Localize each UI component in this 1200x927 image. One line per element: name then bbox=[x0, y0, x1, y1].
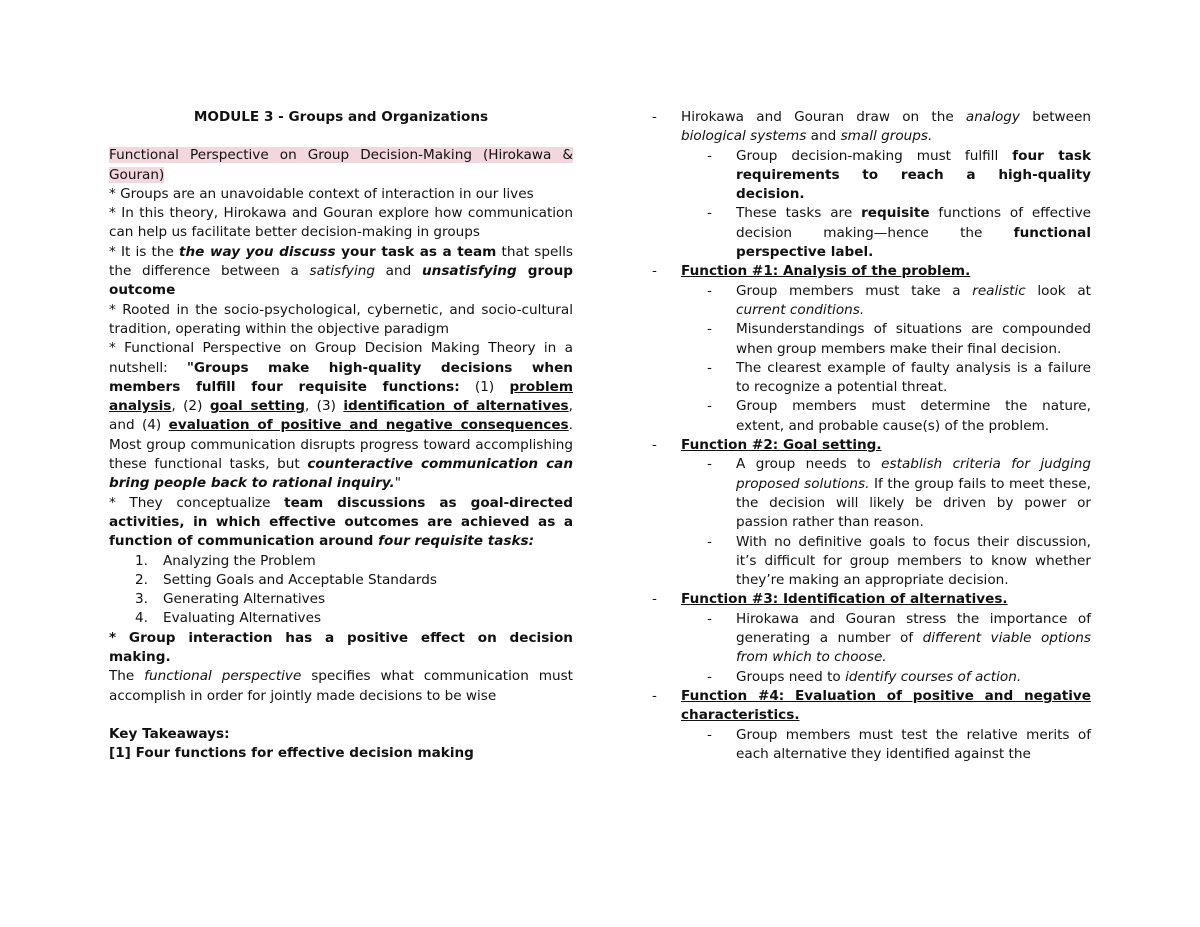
text-run: small groups. bbox=[840, 128, 933, 145]
sub-bullet bbox=[652, 204, 1091, 262]
text-run: functions of effective decision making—hence the bbox=[736, 205, 1092, 241]
text-run: and bbox=[806, 128, 841, 145]
function-4-heading bbox=[652, 687, 1091, 726]
list-number: 3. bbox=[135, 591, 148, 608]
list-text: Setting Goals and Acceptable Standards bbox=[163, 571, 437, 588]
text-run: * Group interaction has a positive effect on decision making. bbox=[109, 629, 573, 666]
text-run: If the group fails to meet these, the decision will likely be driven by power or passion rather than reason. bbox=[736, 475, 1091, 531]
text-run: The bbox=[109, 668, 145, 685]
text-run: (1) bbox=[459, 378, 510, 395]
paragraph-1: * Groups are an unavoidable context of interaction in our lives bbox=[109, 185, 534, 202]
text-run: current conditions. bbox=[736, 301, 865, 318]
text-run: * Functional Perspective on Group Decision Making Theory in a nutshell: bbox=[109, 340, 573, 376]
paragraph-7 bbox=[109, 629, 573, 668]
text-run: , and (4) bbox=[109, 398, 573, 434]
text-run: With no definitive goals to focus their discussion, it’s difficult for group members to know whether they’re making an appropriate decision. bbox=[736, 533, 1091, 589]
key-takeaways-heading bbox=[109, 725, 573, 744]
list-item bbox=[135, 609, 573, 628]
text-run: between bbox=[1019, 109, 1091, 125]
text-run: satisfying bbox=[309, 263, 375, 280]
sub-bullet bbox=[652, 397, 1091, 436]
dash-marker: - bbox=[707, 282, 712, 299]
text-run: analogy bbox=[965, 109, 1020, 125]
dash-marker: - bbox=[652, 687, 657, 704]
dash-marker: - bbox=[707, 668, 712, 685]
dash-marker: - bbox=[707, 726, 712, 743]
text-run: identify courses of action. bbox=[845, 668, 1022, 685]
bullet-analogy bbox=[652, 108, 1091, 147]
text-run: [1] Four functions for effective decision making bbox=[109, 745, 474, 762]
dash-marker: - bbox=[652, 263, 657, 280]
sub-bullet bbox=[652, 359, 1091, 398]
right-column bbox=[652, 108, 1091, 764]
text-run: Hirokawa and Gouran draw on the bbox=[681, 109, 966, 125]
text-run: Group members must test the relative merits of each alternative they identified against the bbox=[736, 726, 1091, 762]
function-1-heading bbox=[652, 262, 1091, 281]
text-run: look at bbox=[1025, 282, 1092, 299]
text-run: unsatisfying bbox=[421, 263, 517, 280]
spacer bbox=[109, 706, 573, 725]
text-run: your task as a team bbox=[335, 243, 497, 260]
paragraph-4: * Rooted in the socio-psychological, cybernetic, and socio-cultural tradition, operating within the objective paradigm bbox=[109, 301, 573, 337]
problem-analysis-term: problem analysis bbox=[109, 378, 573, 415]
text-run: establish criteria for judging proposed solutions. bbox=[736, 456, 1092, 492]
takeaway-1 bbox=[109, 744, 573, 763]
text-run: . Most group communication disrupts progress toward accomplishing these functional tasks, but bbox=[109, 417, 573, 473]
dash-marker: - bbox=[707, 321, 712, 338]
text-run: and bbox=[374, 263, 422, 280]
dash-marker: - bbox=[707, 533, 712, 550]
text-run: Hirokawa and Gouran stress the importance of generating a number of bbox=[736, 610, 1091, 647]
text-run: specifies what communication must accomplish in order for jointly made decisions to be wise bbox=[109, 668, 573, 704]
list-number: 2. bbox=[135, 571, 148, 588]
text-run: Key Takeaways: bbox=[109, 725, 230, 742]
text-run: Function #1: Analysis of the problem. bbox=[681, 263, 971, 280]
text-run: counteractive communication can bring people back to rational inquiry. bbox=[109, 456, 573, 492]
dash-marker: - bbox=[707, 398, 712, 415]
identification-term: identification of alternatives bbox=[343, 398, 569, 415]
text-run: functional perspective label. bbox=[736, 224, 1091, 261]
text-run: four task requirements to reach a high-quality decision. bbox=[736, 147, 1092, 203]
evaluation-term: evaluation of positive and negative consequences bbox=[168, 417, 569, 434]
text-run: , (2) bbox=[171, 398, 210, 415]
text-run: Group members must take a bbox=[736, 282, 973, 299]
text-run: four requisite tasks: bbox=[378, 533, 535, 550]
list-text: Analyzing the Problem bbox=[163, 552, 316, 569]
paragraph-6 bbox=[109, 494, 573, 552]
left-column bbox=[109, 108, 573, 764]
dash-marker: - bbox=[652, 591, 657, 608]
text-run: A group needs to bbox=[736, 456, 882, 473]
highlighted-heading: Functional Perspective on Group Decision-Making (Hirokawa & Gouran) bbox=[109, 147, 573, 183]
text-run: group outcome bbox=[109, 263, 573, 299]
text-run: requisite bbox=[861, 205, 930, 222]
dash-marker: - bbox=[707, 147, 712, 164]
paragraph-3 bbox=[109, 243, 573, 301]
text-run: Group members must determine the nature, extent, and probable cause(s) of the problem. bbox=[736, 398, 1091, 434]
text-run: that spells the difference between a bbox=[109, 243, 574, 280]
text-run: the way you discuss bbox=[178, 243, 336, 260]
list-item bbox=[135, 590, 573, 609]
text-run: The clearest example of faulty analysis is a failure to recognize a potential threat. bbox=[736, 359, 1091, 396]
text-run: Group decision-making must fulfill bbox=[736, 147, 1013, 164]
text-run: "Groups make high-quality decisions when members fulfill four requisite functions: bbox=[109, 359, 573, 395]
list-number: 4. bbox=[135, 610, 148, 627]
sub-bullet bbox=[652, 455, 1091, 532]
sub-bullet bbox=[652, 668, 1091, 687]
text-run: Function #2: Goal setting. bbox=[681, 437, 882, 454]
text-run: Misunderstandings of situations are compounded when group members make their final decision. bbox=[736, 321, 1091, 357]
sub-bullet bbox=[652, 533, 1091, 591]
sub-bullet bbox=[652, 147, 1091, 205]
dash-marker: - bbox=[707, 610, 712, 627]
sub-bullet bbox=[652, 726, 1091, 765]
paragraph-5 bbox=[109, 339, 573, 493]
text-run: Groups need to bbox=[736, 668, 846, 685]
sub-bullet bbox=[652, 320, 1091, 359]
text-run: * It is the bbox=[109, 243, 179, 260]
text-run: " bbox=[394, 475, 401, 492]
task-list bbox=[109, 552, 573, 629]
function-3-heading bbox=[652, 590, 1091, 609]
list-item bbox=[135, 571, 573, 590]
sub-bullet bbox=[652, 282, 1091, 321]
text-run: , (3) bbox=[304, 398, 344, 415]
module-title: MODULE 3 - Groups and Organizations bbox=[193, 109, 489, 125]
list-text: Generating Alternatives bbox=[163, 591, 326, 608]
list-number: 1. bbox=[135, 552, 148, 569]
text-run: * They conceptualize bbox=[109, 494, 285, 511]
dash-marker: - bbox=[652, 437, 657, 454]
dash-marker: - bbox=[707, 359, 712, 376]
text-run: functional perspective bbox=[144, 668, 302, 685]
sub-bullet bbox=[652, 610, 1091, 668]
dash-marker: - bbox=[707, 205, 712, 222]
paragraph-8 bbox=[109, 667, 573, 706]
text-run: team discussions as goal-directed activities, in which effective outcomes are achieved as a function of communication around bbox=[109, 494, 573, 550]
dash-marker: - bbox=[707, 456, 712, 473]
function-2-heading bbox=[652, 436, 1091, 455]
goal-setting-term: goal setting bbox=[209, 398, 305, 415]
text-run: Function #4: Evaluation of positive and negative characteristics. bbox=[681, 687, 1091, 724]
text-run: These tasks are bbox=[736, 205, 862, 222]
text-run: different viable options from which to choose. bbox=[736, 630, 1092, 666]
section-heading bbox=[109, 146, 573, 185]
text-run: biological systems bbox=[681, 128, 807, 145]
paragraph-2: * In this theory, Hirokawa and Gouran explore how communication can help us facilitate better decision-making in groups bbox=[109, 205, 573, 241]
list-text: Evaluating Alternatives bbox=[163, 610, 322, 627]
dash-marker: - bbox=[652, 109, 657, 125]
list-item bbox=[135, 552, 573, 571]
text-run: Function #3: Identification of alternatives. bbox=[681, 591, 1008, 608]
text-run: realistic bbox=[972, 282, 1026, 299]
